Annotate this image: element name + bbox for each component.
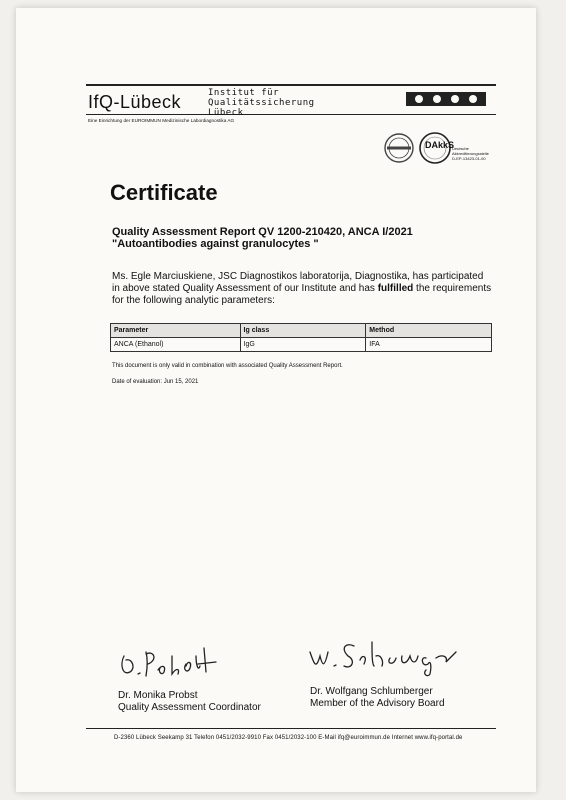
intro-paragraph: [112, 271, 492, 307]
logo-text: IfQ-Lübeck: [88, 92, 182, 112]
signer-role: Quality Assessment Coordinator: [118, 702, 261, 713]
signature-right-icon: [306, 634, 486, 678]
intro-text-end: the requirements for the following analytic parameters:: [112, 283, 492, 306]
signer-role: Member of the Advisory Board: [310, 698, 445, 709]
accreditation-line: Akkreditierungsstelle: [452, 151, 489, 156]
dot: [415, 95, 423, 103]
signer-left: [118, 690, 261, 714]
dakks-label: DAkkS: [425, 140, 455, 150]
institute-name: [208, 88, 315, 118]
dot: [469, 95, 477, 103]
dot: [451, 95, 459, 103]
signer-right: [310, 686, 445, 710]
footer-rule: [86, 728, 496, 729]
accreditation-line: Deutsche: [452, 146, 469, 151]
signer-name: Dr. Monika Probst: [118, 690, 198, 701]
evaluation-date: Date of evaluation: Jun 15, 2021: [112, 379, 199, 385]
report-subtitle: "Autoantibodies against granulocytes ": [112, 238, 319, 250]
institute-line: Lübeck: [208, 108, 244, 118]
column-header: Method: [366, 324, 492, 338]
institute-line: Qualitätssicherung: [208, 98, 315, 108]
table-cell: ANCA (Ethanol): [111, 338, 241, 352]
report-title: [112, 226, 413, 250]
dot: [433, 95, 441, 103]
parameters-table: [110, 323, 492, 352]
table-cell: IFA: [366, 338, 492, 352]
signer-name: Dr. Wolfgang Schlumberger: [310, 686, 433, 697]
report-line: Quality Assessment Report QV 1200-210420, ANCA I/2021: [112, 226, 413, 238]
validity-note: This document is only valid in combination with associated Quality Assessment Report.: [112, 363, 343, 369]
footer-address: D-2360 Lübeck Seekamp 31 Telefon 0451/2032-9910 Fax 0451/2032-100 E-Mail ifq@euroimmun.de Internet www.ifq-portal.de: [114, 735, 463, 741]
accreditation-text: [452, 146, 489, 161]
intro-text: Ms. Egle Marciuskiene, JSC Diagnostikos laboratorija, Diagnostika, has participated in above stated Quality Assessment of our Institute and has: [112, 271, 484, 294]
dot-bar-logo: [406, 92, 486, 106]
header-top-rule: [86, 84, 496, 86]
page-title: Certificate: [110, 180, 218, 205]
signature-left-icon: [118, 642, 238, 684]
column-header: Parameter: [111, 324, 241, 338]
iso-seal-icon: [385, 134, 413, 162]
table-cell: IgG: [240, 338, 366, 352]
accreditation-line: D-EP-13423-01-00: [452, 156, 486, 161]
institute-line: Institut für: [208, 88, 280, 98]
table-row: [111, 338, 492, 352]
header-subline: Eine Einrichtung der EUROIMMUN Medizinische Labordiagnostika AG: [88, 118, 235, 123]
intro-emphasis: fulfilled: [377, 283, 414, 294]
column-header: Ig class: [240, 324, 366, 338]
table-header-row: [111, 324, 492, 338]
